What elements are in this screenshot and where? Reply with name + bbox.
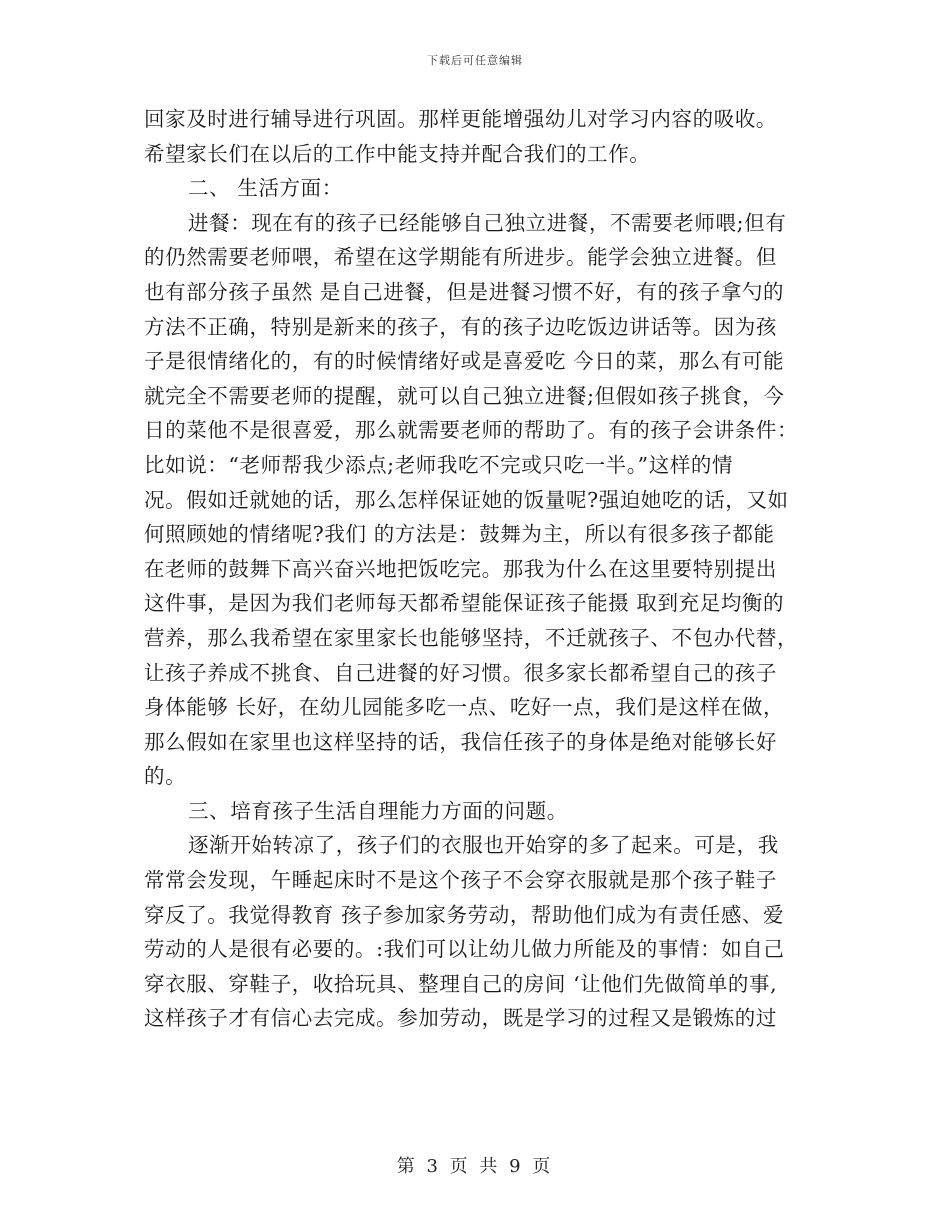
text-line: 希望家长们在以后的工作中能支持并配合我们的工作。 — [144, 141, 651, 166]
text-line: 在老师的鼓舞下高兴奋兴地把饭吃完。那我为什么在这里要特别提出 — [144, 556, 777, 581]
text-line: 营养，那么我希望在家里家长也能够坚持，不迁就孩子、不包办代替， — [144, 625, 799, 650]
text-line: 也有部分孩子虽然 是自己进餐，但是进餐习惯不好，有的孩子拿勺的 — [144, 279, 785, 304]
text-line: 就完全不需要老师的提醒，就可以自己独立进餐;但假如孩子挑食，今 — [144, 383, 785, 408]
text-line: 身体能够 长好，在幼儿园能多吃一点、吃好一点，我们是这样在做， — [144, 695, 785, 720]
text-line: 二、 生活方面： — [188, 176, 343, 201]
text-line: 况。假如迁就她的话，那么怎样保证她的饭量呢?强迫她吃的话，又如 — [144, 487, 789, 512]
text-line: 这件事，是因为我们老师每天都希望能保证孩子能摄 取到充足均衡的 — [144, 591, 785, 616]
text-line: 何照顾她的情绪呢?我们 的方法是：鼓舞为主，所以有很多孩子都能 — [144, 522, 775, 547]
text-line: 这样孩子才有信心去完成。参加劳动，既是学习的过程又是锻炼的过 — [144, 1006, 777, 1031]
text-line: 的仍然需要老师喂，希望在这学期能有所进步。能学会独立进餐。但 — [144, 245, 777, 270]
document-body — [144, 102, 804, 1036]
text-line: 进餐：现在有的孩子已经能够自己独立进餐，不需要老师喂;但有 — [188, 210, 787, 235]
text-line: 子是很情绪化的，有的时候情绪好或是喜爱吃 今日的菜，那么有可能 — [144, 349, 785, 374]
text-line: 日的菜他不是很喜爱，那么就需要老师的帮助了。有的孩子会讲条件： — [144, 418, 799, 443]
text-line: 三、培育孩子生活自理能力方面的问题。 — [188, 798, 568, 823]
text-line: 回家及时进行辅导进行巩固。那样更能增强幼儿对学习内容的吸收。 — [144, 107, 777, 131]
text-line: 常常会发现，午睡起床时不是这个孩子不会穿衣服就是那个孩子鞋子 — [144, 868, 777, 893]
text-line: 穿衣服、穿鞋子，收拾玩具、整理自己的房间 ‘让他们先做简单的事, — [144, 971, 778, 996]
text-line: 逐渐开始转凉了，孩子们的衣服也开始穿的多了起来。可是，我 — [188, 833, 779, 858]
text-line: 穿反了。我觉得教育 孩子参加家务劳动，帮助他们成为有责任感、爱 — [144, 902, 785, 927]
text-line: 比如说：“老师帮我少添点;老师我吃不完或只吃一半。”这样的情 — [144, 452, 734, 477]
page-header: 下载后可任意编辑 — [427, 54, 523, 67]
page-footer: 第 3 页 共 9 页 — [396, 1156, 554, 1177]
text-line: 的。 — [144, 764, 187, 789]
text-line: 那么假如在家里也这样坚持的话，我信任孩子的身体是绝对能够长好 — [144, 729, 777, 754]
text-line: 方法不正确，特别是新来的孩子，有的孩子边吃饭边讲话等。因为孩 — [144, 314, 777, 339]
text-line: 劳动的人是很有必要的。:我们可以让幼儿做力所能及的事情：如自己 — [144, 937, 785, 962]
text-line: 让孩子养成不挑食、自己进餐的好习惯。很多家长都希望自己的孩子 — [144, 660, 777, 685]
